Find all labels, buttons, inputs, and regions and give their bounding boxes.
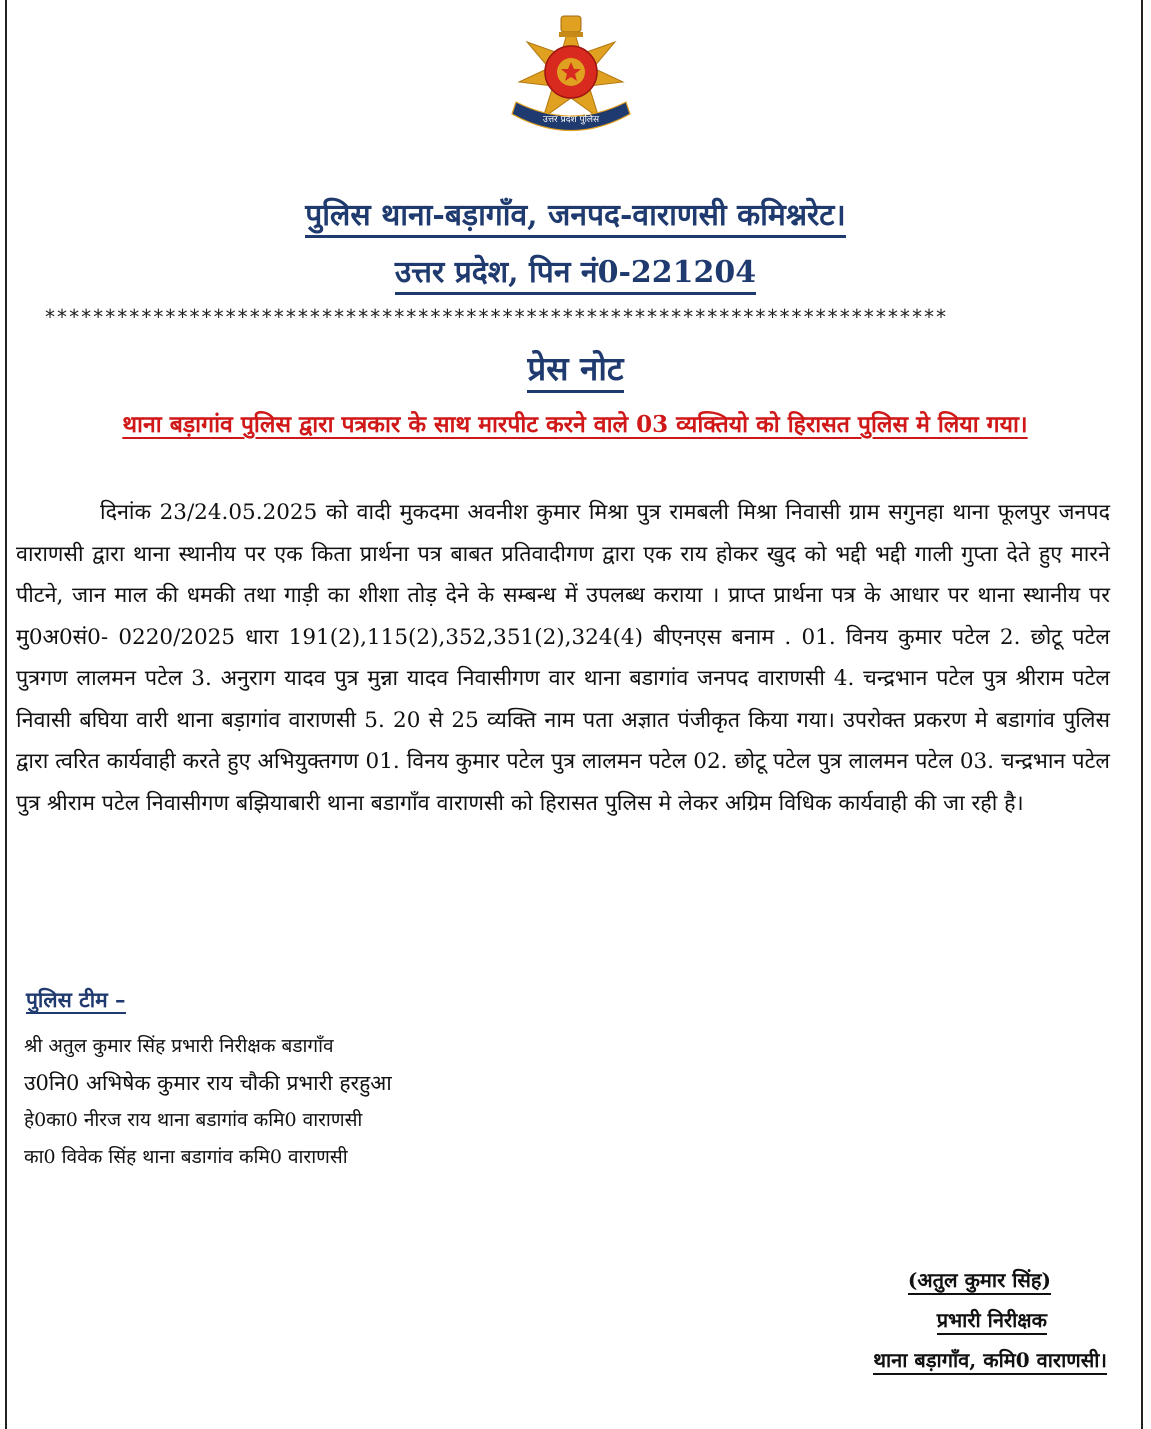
station-header — [0, 193, 1151, 234]
state-pin-header — [0, 250, 1151, 291]
police-team-list — [24, 1028, 392, 1176]
signatory-name-text: (अतुल कुमार सिंह) — [908, 1268, 1051, 1295]
station-header-text: पुलिस थाना-बड़ागाँव, जनपद-वाराणसी कमिश्नरेट। — [305, 198, 846, 238]
team-member: हे0का0 नीरज राय थाना बडागांव कमि0 वाराणसी — [24, 1109, 363, 1131]
press-note-body: दिनांक 23/24.05.2025 को वादी मुकदमा अवनीश कुमार मिश्रा पुत्र रामबली मिश्रा निवासी ग्राम सगुनहा थाना फूलपुर जनपद वाराणसी द्वारा थाना स्थानीय पर एक किता प्रार्थना पत्र बाबत प्रतिवादीगण द्वारा एक राय होकर खुद को भद्दी भद्दी गाली गुप्ता देते हुए मारने पीटने, जान माल की धमकी तथा गाड़ी का शीशा तोड़ देने के सम्बन्ध में उपलब्ध कराया । प्राप्त प्रार्थना पत्र के आधार पर थाना स्थानीय पर मु0अ0सं0- 0220/2025 धारा 191(2),115(2),352,351(2),324(4) बीएनएस बनाम . 01. विनय कुमार पटेल 2. छोटू पटेल पुत्रगण लालमन पटेल 3. अनुराग यादव पुत्र मुन्ना यादव निवासीगण वार थाना बडागांव जनपद वाराणसी 4. चन्द्रभान पटेल पुत्र श्रीराम पटेल निवासी बघिया वारी थाना बड़ागांव वाराणसी 5. 20 से 25 व्यक्ति नाम पता अज्ञात पंजीकृत किया गया। उपरोक्त प्रकरण मे बडागांव पुलिस द्वारा त्वरित कार्यवाही करते हुए अभियुक्तगण 01. विनय कुमार पटेल पुत्र लालमन पटेल 02. छोटू पटेल पुत्र लालमन पटेल 03. चन्द्रभान पटेल पुत्र श्रीराम पटेल निवासीगण बझियाबारी थाना बडागाँव वाराणसी को हिरासत पुलिस मे लेकर अग्रिम विधिक कार्यवाही की जा रही है। — [16, 500, 1110, 816]
team-member: श्री अतुल कुमार सिंह प्रभारी निरीक्षक बडागाँव — [24, 1035, 334, 1057]
signatory-designation-text: प्रभारी निरीक्षक — [937, 1308, 1047, 1335]
star-separator: *************************************************************************** — [44, 305, 948, 325]
signatory-name — [908, 1266, 1051, 1293]
press-note-subheading — [40, 404, 1110, 446]
emblem-ribbon-text: उत्तर प्रदेश पुलिस — [542, 115, 600, 125]
press-note-title — [0, 345, 1151, 390]
signatory-office-text: थाना बड़ागाँव, कमि0 वाराणसी। — [873, 1348, 1107, 1375]
police-team-title — [26, 986, 126, 1014]
state-pin-text: उत्तर प्रदेश, पिन नं0-221204 — [395, 255, 756, 295]
police-team-title-text: पुलिस टीम – — [26, 987, 126, 1012]
up-police-emblem-icon — [500, 2, 642, 144]
team-member: उ0नि0 अभिषेक कुमार राय चौकी प्रभारी हरहुआ — [24, 1071, 392, 1095]
signatory-office — [873, 1346, 1107, 1373]
signatory-designation — [937, 1306, 1047, 1333]
press-note-title-text: प्रेस नोट — [527, 349, 623, 393]
subheading-text: थाना बड़ागांव पुलिस द्वारा पत्रकार के साथ मारपीट करने वाले 03 व्यक्तियो को हिरासत पुलिस मे लिया गया। — [122, 411, 1028, 438]
team-member: का0 विवेक सिंह थाना बडागांव कमि0 वाराणसी — [24, 1146, 348, 1168]
